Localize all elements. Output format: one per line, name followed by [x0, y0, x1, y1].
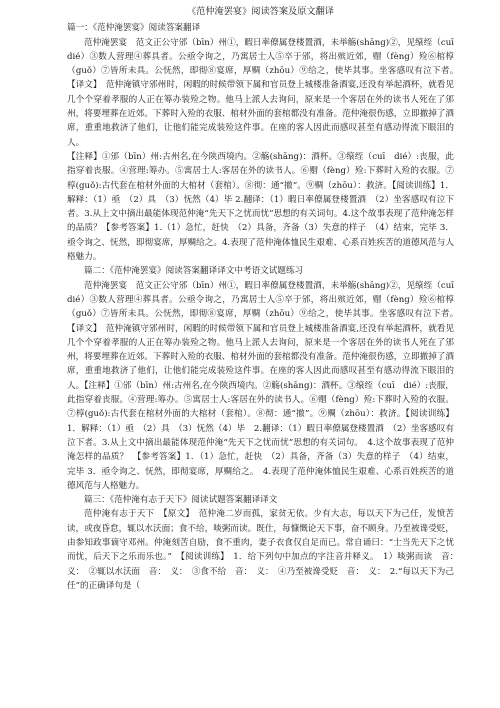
paragraph: 篇一：《范仲淹罢宴》阅读答案翻译: [67, 23, 201, 34]
section-heading: 篇二：《范仲淹罢宴》阅读答案翻译译文中考语文试题练习: [84, 266, 304, 277]
paragraph: 【注释】①邠（bīn）州:古州名,在今陕西境内。②觞(shāng)：酒杯。③缞绖（cuī dié）:丧服，此指穿着丧服。④营理:筹办。⑤寓居士人:客居在外的读书人。⑥赗（fèng）殓:下葬时入殓的衣服。⑦椁(guǒ):古代套在棺材外面的大棺材（套棺）。⑧彻：通“撤”。⑨赒（zhōu）：救济。【阅读训练】1．解释：（1）亟 （2）具 （3）怃然（4）毕 2.翻译：（1）暇日率僚属登楼置酒 （2）坐客感叹有泣下者。3.从上文中摘出最能体现范仲淹“先天下之忧而忧”思想的有关词句。4.这个故事表现了范仲淹怎样的品质？【参考答案】1.（1）急忙，赶快 （2）具备，齐备（3）失意的样子 （4）结束，完毕 3．亟令询之、怃然，即彻宴席，厚赒给之。4.表现了范仲淹体恤民生艰难、心系百姓疾苦的道德风范与人格魅力。: [67, 151, 454, 263]
paragraph: 范仲淹有志于天下 【原文】 范仲淹二岁而孤，家贫无依。少有大志，每以天下为己任，发愤苦读，或夜昏怠，辄以水沃面；食不给，啖粥而读。既仕，每慷慨论天下事，奋不顾身。乃至被谗受贬，由参知政事谪守邓州。仲淹刻苦自励，食不重肉，妻子衣食仅自足而已。常自诵曰：“士当先天下之忧而忧，后天下之乐而乐也。” 【阅读训练】 1．给下列句中加点的字注音并释义。 1）啖粥而读 音： 义： ②辄以水沃面 音： 义： ③食不给 音： 义： ④乃至被谗受贬 音： 义： 2.“每以天下为己任”的正确译句是（: [67, 509, 463, 591]
section-heading: 篇三：《范仲淹有志于天下》阅读试题答案翻译译文: [84, 495, 278, 506]
paragraph: 范仲淹罢宴 范文正公守邠（bīn）州①，暇日率僚属登楼置酒，未举觞(shāng)②，见缞绖（cuī dié）③数人营理④葬具者。公亟令询之，乃寓居士人⑤卒于邠，将出殡近郊，赗（fèng）殓⑥棺椁（guǒ）⑦皆所未具。公怃然，即彻⑧宴席，厚赒（zhōu）⑨给之，使毕其事。坐客感叹有泣下者。 【译文】 范仲淹镇守邠州时，闲暇的时候带领下属和官员登上城楼准备酒宴,还没有举起酒杯，就看见几个个穿着孝服的人正在筹办装殓之物。他马上派人去询问，原来是一个客居在外的读书人死在了邠州，将要埋葬在近郊。下葬时入殓的衣服、棺材外面的套棺都没有准备。范仲淹很伤感，立即撤掉了酒席，重重地救济了他们，让他们能完成装殓这件事。在座的客人因此而感叹甚至有感动得流下眼泪的人。: [67, 37, 463, 148]
paragraph: 范仲淹罢宴 范文正公守邠（bīn）州①，暇日率僚属登楼置酒，未举觞(shāng)②，见缞绖（cuī dié）③数人营理④葬具者。公亟令询之，乃寓居士人⑤卒于邠，将出殡近郊，赗（fèng）殓⑥棺椁（guǒ）⑦皆所未具。公怃然，即彻⑧宴席，厚赒（zhōu）⑨给之，使毕其事。坐客感叹有泣下者。 【译文】 范仲淹镇守邠州时，闲暇的时候带领下属和官员登上城楼准备酒宴,还没有举起酒杯，就看见几个个穿着孝服的人正在筹办装殓之物。他马上派人去询问，原来是一个客居在外的读书人死在了邠州，将要埋葬在近郊。下葬时入殓的衣服、棺材外面的套棺都没有准备。范仲淹很伤感，立即撤掉了酒席，重重地救济了他们，让他们能完成装殓这件事。在座的客人因此而感叹甚至有感动得流下眼泪的人。【注释】①邠（bīn）州:古州名,在今陕西境内。②觞(shāng)：酒杯。③缞绖（cuī dié）:丧服，此指穿着丧服。④营理:筹办。⑤寓居士人:客居在外的读书人。⑥赗（fèng）殓:下葬时入殓的衣服。⑦椁(guǒ):古代套在棺材外面的大棺材（套棺）。⑧彻：通“撤”。⑨赒（zhōu）：救济。【阅读训练】1．解释：（1）亟 （2）具 （3）怃然（4）毕 2.翻译：（1）暇日率僚属登楼置酒 （2）坐客感叹有泣下者。3.从上文中摘出最能体现范仲淹“先天下之忧而忧”思想的有关词句。 4.这个故事表现了范仲淹怎样的品质？ 【参考答案】1．（1）急忙，赶快 （2）具备，齐备（3）失意的样子 （4）结束，完毕 3．亟令询之、怃然，即彻宴席，厚赒给之。 4.表现了范仲淹体恤民生艰难、心系百姓疾苦的道德风范与人格魅力。: [67, 280, 463, 491]
document-title: 《范仲淹罢宴》阅读答案及原文翻译: [187, 6, 334, 17]
